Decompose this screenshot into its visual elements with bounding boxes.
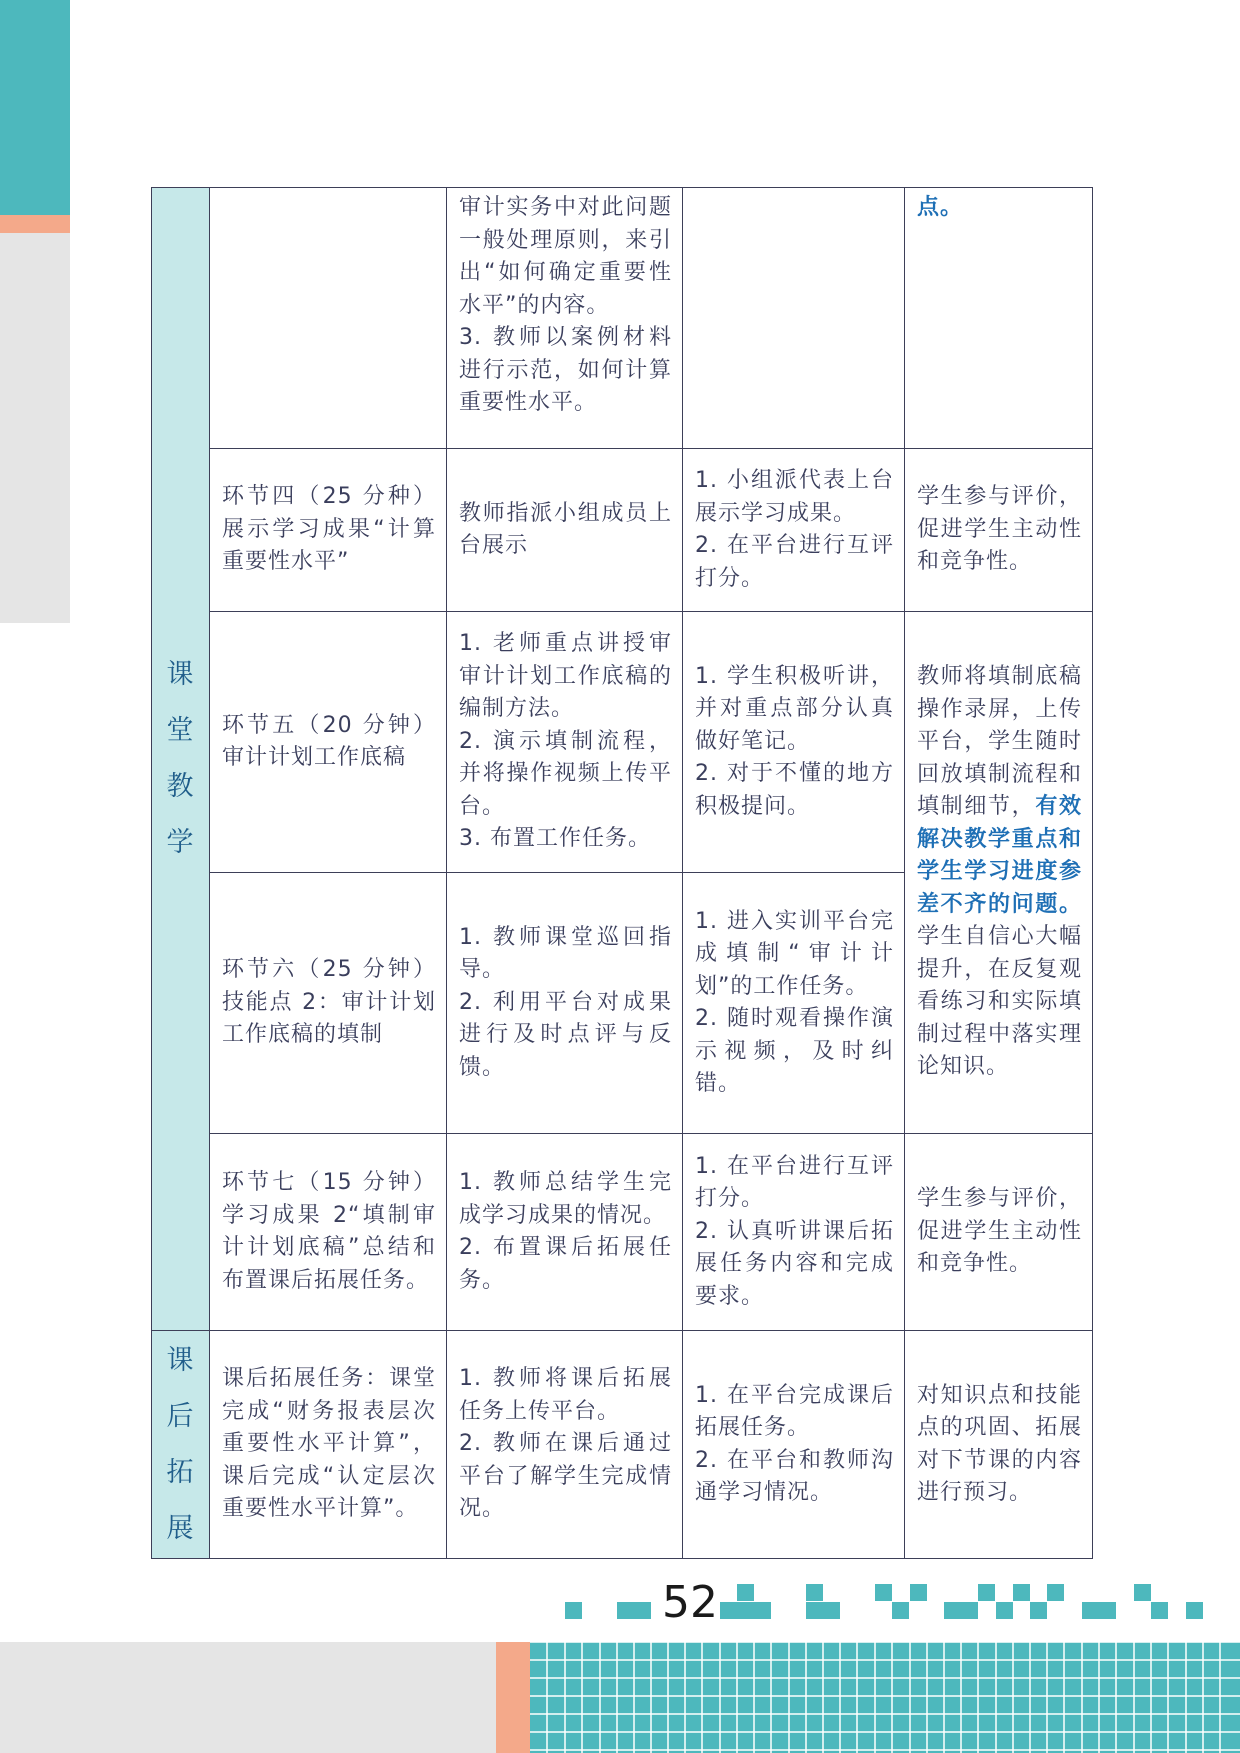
student-activity-text: 1. 在平台进行互评打分。 (695, 1153, 894, 1212)
lesson-plan-table (151, 187, 1093, 1559)
student-activity-text: 1. 进入实训平台完成填制“审计计划”的工作任务。 (695, 908, 894, 999)
student-activity-text: 2. 认真听讲课后拓展任务内容和完成要求。 (695, 1218, 894, 1309)
design-intent-cell (905, 188, 1093, 449)
table-row (152, 449, 1093, 612)
teacher-activity-cell (447, 612, 683, 873)
activity-cell: 环节四（25 分种）展示学习成果“计算重要性水平” (210, 449, 447, 612)
student-activity-text: 1. 学生积极听讲，并对重点部分认真做好笔记。 (695, 663, 894, 754)
student-activity-text: 2. 在平台和教师沟通学习情况。 (695, 1447, 894, 1505)
design-intent-cell: 学生参与评价，促进学生主动性和竞争性。 (905, 1134, 1093, 1331)
student-activity-cell (683, 1134, 905, 1331)
teacher-activity-text: 审计实务中对此问题一般处理原则，来引出“如何确定重要性水平”的内容。 (459, 195, 672, 318)
side-accent-teal (0, 0, 70, 215)
stage-char: 学 (166, 827, 195, 858)
teacher-activity-text: 1. 老师重点讲授审审计计划工作底稿的编制方法。 (459, 631, 672, 722)
stage-char: 拓 (166, 1456, 195, 1488)
teacher-activity-cell (447, 873, 683, 1134)
design-intent-cell: 对知识点和技能点的巩固、拓展对下节课的内容进行预习。 (905, 1331, 1093, 1559)
stage-char: 后 (166, 1400, 195, 1432)
side-accent-gray (0, 233, 70, 623)
activity-cell: 环节五（20 分钟）审计计划工作底稿 (210, 612, 447, 873)
table-row (152, 1331, 1093, 1559)
teacher-activity-text: 2. 利用平台对成果进行及时点评与反馈。 (459, 989, 672, 1080)
stage-cell-classroom (152, 188, 210, 1331)
design-intent-text: 学生自信心大幅提升，在反复观看练习和实际填制过程中落实理论知识。 (917, 924, 1082, 1080)
design-intent-cell (905, 612, 1093, 1134)
student-activity-cell (683, 188, 905, 449)
table-row (152, 188, 1093, 449)
stage-char: 堂 (166, 715, 195, 746)
teacher-activity-text: 1. 教师总结学生完成学习成果的情况。 (459, 1170, 672, 1228)
teacher-activity-text: 2. 布置课后拓展任务。 (459, 1235, 672, 1293)
stage-char: 展 (166, 1512, 195, 1544)
teacher-activity-cell (447, 1134, 683, 1331)
footer-gray-band (0, 1642, 500, 1753)
stage-char: 课 (166, 659, 195, 690)
design-intent-cell: 学生参与评价，促进学生主动性和竞争性。 (905, 449, 1093, 612)
stage-cell-after-class (152, 1331, 210, 1559)
student-activity-text: 2. 对于不懂的地方积极提问。 (695, 761, 894, 819)
teacher-activity-cell (447, 1331, 683, 1559)
side-accent-salmon (0, 215, 70, 233)
activity-cell: 环节七（15 分钟）学习成果 2“填制审计计划底稿”总结和布置课后拓展任务。 (210, 1134, 447, 1331)
footer-pixel-pattern (530, 1580, 1240, 1753)
page-number: 52 (662, 1577, 718, 1628)
teacher-activity-text: 3. 布置工作任务。 (459, 826, 651, 852)
student-activity-cell (683, 449, 905, 612)
table-row (152, 1134, 1093, 1331)
design-intent-highlight: 点。 (917, 195, 964, 220)
student-activity-cell (683, 873, 905, 1134)
activity-cell: 课后拓展任务：课堂完成“财务报表层次重要性水平计算”，课后完成“认定层次重要性水平计算”。 (210, 1331, 447, 1559)
teacher-activity-text: 2. 教师在课后通过平台了解学生完成情况。 (459, 1431, 672, 1522)
teacher-activity-text: 3. 教师以案例材料进行示范，如何计算重要性水平。 (459, 325, 672, 415)
teacher-activity-text: 1. 教师将课后拓展任务上传平台。 (459, 1366, 672, 1424)
activity-cell: 环节六（25 分钟）技能点 2：审计计划工作底稿的填制 (210, 873, 447, 1134)
table-row (152, 612, 1093, 873)
teacher-activity-text: 1. 教师课堂巡回指导。 (459, 924, 672, 983)
teacher-activity-cell: 教师指派小组成员上台展示 (447, 449, 683, 612)
student-activity-text: 1. 在平台完成课后拓展任务。 (695, 1382, 894, 1440)
student-activity-cell (683, 612, 905, 873)
activity-cell (210, 188, 447, 449)
student-activity-text: 2. 在平台进行互评打分。 (695, 533, 894, 591)
teacher-activity-text: 2. 演示填制流程，并将操作视频上传平台。 (459, 728, 672, 819)
student-activity-text: 1. 小组派代表上台展示学习成果。 (695, 468, 894, 526)
student-activity-cell (683, 1331, 905, 1559)
stage-char: 课 (166, 1344, 195, 1376)
design-intent-highlight: 有效解决教学重点和学生学习进度参差不齐的问题。 (917, 794, 1082, 917)
stage-char: 教 (166, 771, 195, 802)
design-intent-text: 教师将填制底稿操作录屏，上传平台，学生随时回放填制流程和填制细节， (917, 664, 1082, 820)
teacher-activity-cell (447, 188, 683, 449)
student-activity-text: 2. 随时观看操作演示视频，及时纠错。 (695, 1006, 894, 1096)
footer-salmon-band (496, 1642, 530, 1753)
